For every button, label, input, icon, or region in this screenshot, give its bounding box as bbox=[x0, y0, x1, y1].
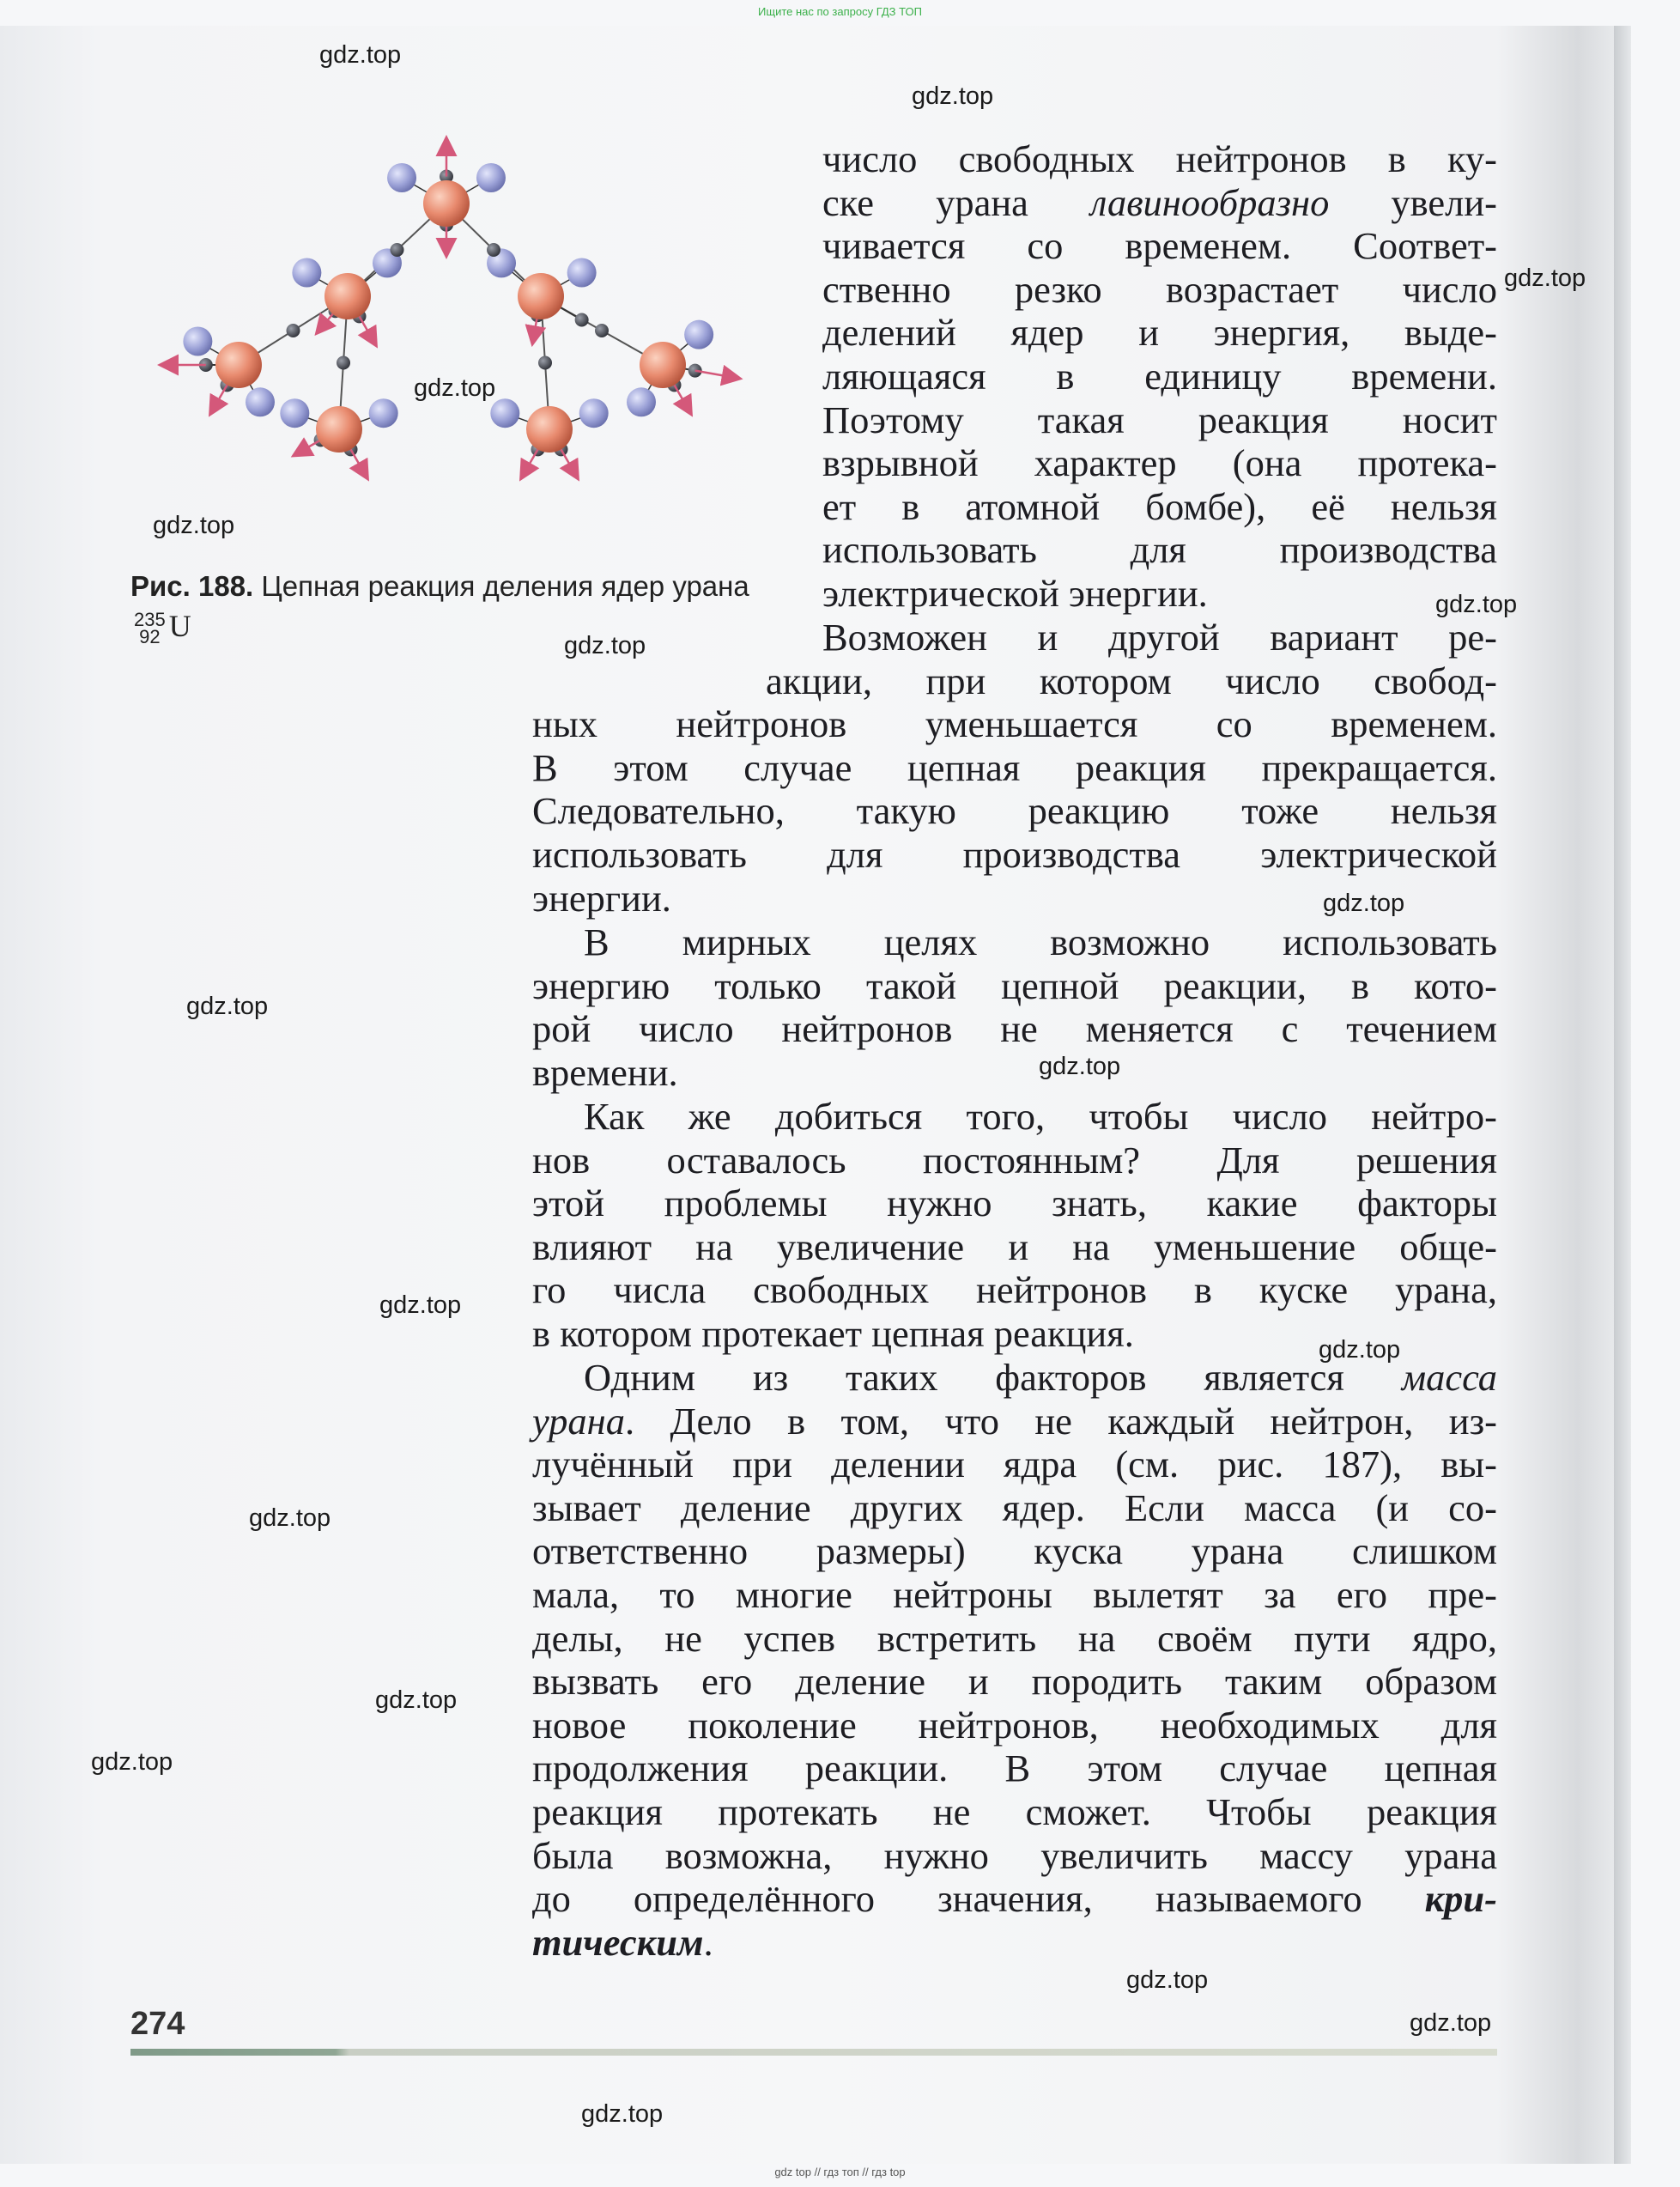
page-number: 274 bbox=[130, 2006, 185, 2042]
text-line: В мирных целях возможно использовать bbox=[584, 920, 1497, 963]
text-line: зывает деление других ядер. Если масса (и со- bbox=[532, 1485, 1497, 1529]
page-edge bbox=[1614, 26, 1631, 2164]
figure-number: Рис. 188. bbox=[130, 570, 254, 602]
text-line: го числа свободных нейтронов в куске урана, bbox=[532, 1268, 1497, 1312]
text-line: ственно резко возрастает число bbox=[822, 267, 1497, 311]
fission-fragment bbox=[183, 327, 212, 356]
text-line: Поэтому такая реакция носит bbox=[822, 398, 1497, 441]
fission-fragment bbox=[280, 398, 309, 428]
fission-fragment bbox=[579, 398, 609, 428]
text-line: акции, при котором число свобод- bbox=[766, 659, 1497, 702]
paragraph-2 bbox=[532, 616, 1497, 920]
watermark: gdz.top bbox=[375, 1686, 458, 1714]
text-line: лучённый при делении ядра (см. рис. 187), вы- bbox=[532, 1443, 1497, 1486]
text-line: число свободных нейтронов в ку- bbox=[822, 137, 1497, 180]
watermark: gdz.top bbox=[186, 993, 269, 1020]
text-line: использовать для производства электрической bbox=[532, 832, 1497, 876]
isotope-numbers bbox=[134, 611, 166, 646]
text-line: новое поколение нейтронов, необходимых для bbox=[532, 1703, 1497, 1747]
text-line: ных нейтронов уменьшается со временем. bbox=[532, 702, 1497, 746]
text-line: реакция протекать не сможет. Чтобы реакция bbox=[532, 1789, 1497, 1833]
watermark: gdz.top bbox=[564, 632, 646, 659]
text-line: В этом случае цепная реакция прекращается. bbox=[532, 745, 1497, 789]
text-line: рой число нейтронов не меняется с течением bbox=[532, 1007, 1497, 1051]
uranium-nucleus bbox=[526, 406, 573, 453]
uranium-nucleus bbox=[316, 406, 362, 453]
watermark: gdz.top bbox=[1323, 890, 1405, 917]
text-line: мала, то многие нейтроны вылетят за его пре- bbox=[532, 1572, 1497, 1616]
text-line: ответственно размеры) куска урана слишком bbox=[532, 1529, 1497, 1573]
text-line: урана. Дело в том, что не каждый нейтрон, из- bbox=[532, 1399, 1497, 1443]
watermark: gdz.top bbox=[249, 1504, 331, 1532]
top-banner: Ищите нас по запросу ГДЗ ТОП bbox=[758, 5, 922, 18]
text-line: тическим. bbox=[532, 1920, 713, 1964]
paragraph-4 bbox=[532, 1095, 1497, 1356]
text-line: энергии. bbox=[532, 876, 671, 920]
footer-rule bbox=[130, 2049, 1497, 2056]
fission-fragment bbox=[567, 258, 597, 288]
text-line: Следовательно, такую реакцию тоже нельзя bbox=[532, 789, 1497, 833]
italic-term: масса bbox=[1401, 1356, 1497, 1399]
watermark: gdz.top bbox=[912, 82, 994, 110]
text-line: в котором протекает цепная реакция. bbox=[532, 1311, 1134, 1355]
free-neutron bbox=[337, 356, 350, 370]
chain-reaction-figure bbox=[129, 129, 781, 541]
neutron-arrow bbox=[695, 371, 735, 378]
figure-caption-text: Цепная реакция деления ядер урана bbox=[261, 570, 749, 602]
text-line: взрывной характер (она протека- bbox=[822, 441, 1497, 485]
neutron-arrow bbox=[360, 316, 374, 341]
text-line: электрической энергии. bbox=[822, 571, 1208, 615]
text-line: делений ядер и энергия, выде- bbox=[822, 311, 1497, 355]
paragraph-3 bbox=[532, 920, 1497, 1094]
free-neutron bbox=[287, 324, 300, 337]
watermark: gdz.top bbox=[153, 512, 235, 539]
paragraph-1 bbox=[822, 137, 1497, 616]
free-neutron bbox=[487, 243, 500, 257]
text-line: ске урана лавинообразно увели- bbox=[822, 180, 1497, 224]
text-line: нов оставалось постоянным? Для решения bbox=[532, 1138, 1497, 1182]
watermark: gdz.top bbox=[319, 41, 402, 69]
neutron-arrow bbox=[298, 440, 320, 453]
text-line: делы, не успев встретить на своём пути ядро, bbox=[532, 1616, 1497, 1660]
watermark: gdz.top bbox=[1319, 1336, 1401, 1364]
watermark: gdz.top bbox=[414, 374, 496, 402]
text-line: была возможна, нужно увеличить массу урана bbox=[532, 1833, 1497, 1877]
watermark: gdz.top bbox=[1410, 2009, 1492, 2037]
key-term: кри- bbox=[1424, 1877, 1497, 1921]
fission-fragment bbox=[684, 320, 713, 349]
fission-fragment bbox=[387, 163, 416, 192]
paragraph-5 bbox=[532, 1356, 1497, 1964]
watermark: gdz.top bbox=[1039, 1053, 1121, 1080]
watermark: gdz.top bbox=[1126, 1966, 1209, 1994]
fission-fragment bbox=[476, 163, 506, 192]
neutron-arrow bbox=[675, 385, 689, 410]
free-neutron bbox=[538, 356, 552, 370]
text-line: ет в атомной бомбе), её нельзя bbox=[822, 484, 1497, 528]
key-term: тическим bbox=[532, 1920, 704, 1964]
italic-term: урана bbox=[532, 1399, 625, 1443]
italic-term: лавинообразно bbox=[1090, 180, 1330, 224]
uranium-nucleus bbox=[640, 342, 686, 388]
fission-fragment bbox=[627, 387, 656, 416]
neutron-arrow bbox=[213, 385, 227, 410]
watermark: gdz.top bbox=[379, 1291, 462, 1319]
fission-fragment bbox=[369, 398, 398, 428]
isotope-symbol: U bbox=[168, 609, 191, 643]
text-line: чивается со временем. Соответ- bbox=[822, 224, 1497, 268]
neutron-arrow bbox=[524, 449, 538, 474]
text-line: вызвать его деление и породить таким образом bbox=[532, 1660, 1497, 1704]
free-neutron bbox=[595, 324, 609, 337]
text-line: этой проблемы нужно знать, какие факторы bbox=[532, 1182, 1497, 1225]
uranium-nucleus bbox=[215, 342, 262, 388]
fission-fragment bbox=[292, 258, 321, 288]
text-line: Возможен и другой вариант ре- bbox=[822, 616, 1497, 659]
text-line: энергию только такой цепной реакции, в кото- bbox=[532, 963, 1497, 1007]
text-line: использовать для производства bbox=[822, 528, 1497, 572]
bottom-banner: gdz top // гдз топ // гдз top bbox=[774, 2166, 906, 2178]
text-line: до определённого значения, называемого кри- bbox=[532, 1877, 1497, 1921]
watermark: gdz.top bbox=[581, 2100, 664, 2128]
neutron-arrow bbox=[561, 449, 576, 474]
fission-fragment bbox=[246, 387, 275, 416]
uranium-nucleus bbox=[423, 180, 470, 227]
watermark: gdz.top bbox=[1435, 591, 1518, 618]
fission-fragment bbox=[490, 398, 519, 428]
isotope-mass: 235 bbox=[134, 609, 166, 631]
text-line: ляющаяся в единицу времени. bbox=[822, 354, 1497, 398]
watermark: gdz.top bbox=[1504, 264, 1586, 292]
text-line: влияют на увеличение и на уменьшение обще- bbox=[532, 1224, 1497, 1268]
text-line: продолжения реакции. В этом случае цепная bbox=[532, 1747, 1497, 1790]
text-line: времени. bbox=[532, 1050, 678, 1094]
text-line: Как же добиться того, чтобы число нейтро- bbox=[584, 1095, 1497, 1138]
isotope-atomic-number: 92 bbox=[139, 626, 161, 648]
free-neutron bbox=[391, 243, 404, 257]
watermark: gdz.top bbox=[91, 1748, 173, 1776]
uranium-nucleus bbox=[518, 273, 564, 319]
free-neutron bbox=[575, 313, 589, 327]
text-line: Одним из таких факторов является масса bbox=[584, 1356, 1497, 1399]
neutron-arrow bbox=[351, 449, 366, 474]
uranium-nucleus bbox=[324, 273, 371, 319]
